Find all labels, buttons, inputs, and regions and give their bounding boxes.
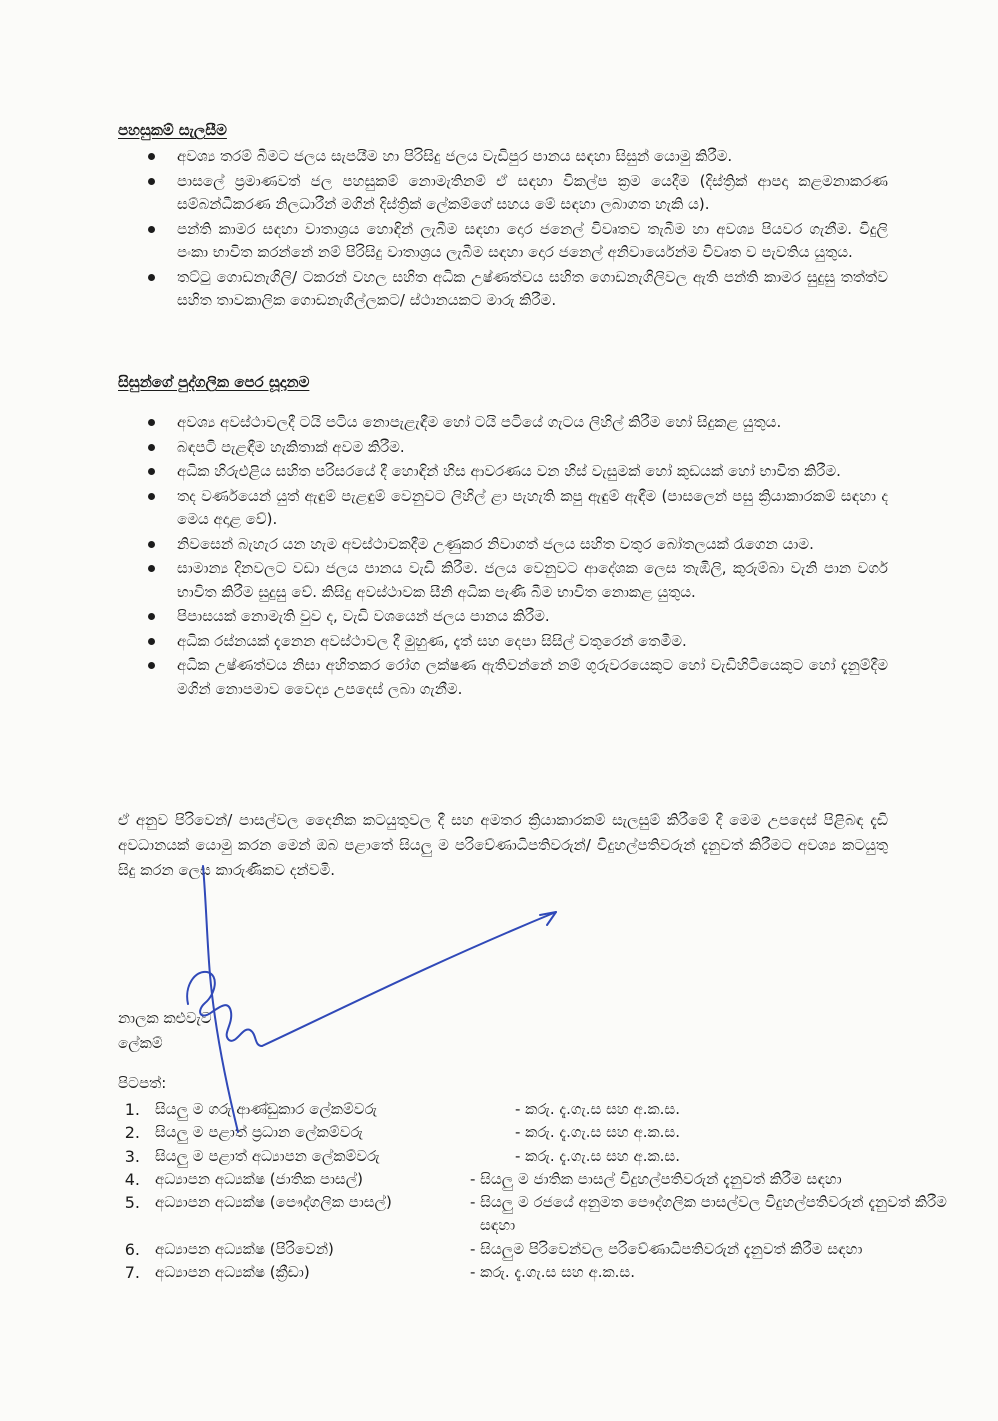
bullet-icon <box>148 226 155 233</box>
copy-row <box>118 1238 950 1261</box>
bullet-list <box>118 411 888 701</box>
signatory-block <box>118 1006 418 1060</box>
bullet-icon <box>148 274 155 281</box>
list-item <box>118 460 888 484</box>
list-item <box>118 170 888 217</box>
bullet-icon <box>148 444 155 451</box>
bullet-icon <box>148 565 155 572</box>
copy-recipient: අධ්‍යාපන අධ්‍යක්ෂ (පිරිවෙන්) <box>155 1239 334 1258</box>
list-item-text: තට්ටු ගොඩනැගිලි/ ටකරන් වහල සහිත අධික උෂ්ණත්වය සහිත ගොඩනැගිලිවල ඇති පන්ති කාමර සුදුසු තත්ත්ව සහිත තාවකාලික ගොඩනැගිල්ලකට/ ස්ථානයකට මාරු කිරීම. <box>177 267 888 309</box>
list-item-text: පිපාසයක් නොමැති වුව ද, වැඩි වශයෙන් ජලය පානය කිරීම. <box>177 607 550 625</box>
copy-number: 3. <box>124 1146 140 1166</box>
copy-recipient: අධ්‍යාපන අධ්‍යක්ෂ (ජාතික පාසල්) <box>155 1169 364 1188</box>
copy-number: 5. <box>124 1193 140 1213</box>
bullet-icon <box>148 638 155 645</box>
section-heading: පහසුකම් සැලසීම <box>118 121 227 139</box>
bullet-icon <box>148 613 155 620</box>
copy-recipient: සියලු ම පළාත් අධ්‍යාපන ලේකම්වරු <box>155 1146 380 1165</box>
copy-note: - සියලුම පිරිවෙන්වල පරිවේණාධිපතිවරුන් දැනුවත් කිරීම සඳහා <box>470 1239 863 1258</box>
copy-recipient: සියලු ම ගරු ආණ්ඩුකාර ලේකම්වරු <box>155 1100 378 1118</box>
copy-row <box>118 1191 950 1238</box>
bullet-list <box>118 145 888 313</box>
copies-heading: පිටපත්: <box>118 1074 167 1092</box>
list-item <box>118 630 888 654</box>
copy-recipient: සියලු ම පළාත් ප්‍රධාන ලේකම්වරු <box>155 1123 363 1142</box>
section-heading: සිසුන්ගේ පුද්ගලික පෙර සූදානම <box>118 373 310 391</box>
list-item-text: අධික හිරුඑළිය සහිත පරිසරයේ දී හොඳින් හිස ආවරණය වන හිස් වැසුමක් හෝ කුඩයක් හෝ භාවිත කිරීම. <box>177 462 841 480</box>
list-item <box>118 605 888 629</box>
copy-note: - කරු. දැ.ගැ.ස සහ අ.ක.ස. <box>515 1146 680 1165</box>
copy-row <box>118 1145 950 1168</box>
list-item-text: අධික උෂ්ණත්වය නිසා අහිතකර රෝග ලක්ෂණ ඇතිවන්නේ නම් ගුරුවරයෙකුට හෝ වැඩිහිටියෙකුට හෝ දැනුම්දීම මගින් නොපමාව වෛද්‍ය උපදෙස් ලබා ගැනීම. <box>177 656 888 698</box>
bullet-icon <box>148 541 155 548</box>
copies-section <box>118 1071 950 1291</box>
copy-number: 7. <box>124 1263 140 1283</box>
list-item <box>118 557 888 604</box>
list-item <box>118 654 888 701</box>
copy-number: 4. <box>124 1169 140 1189</box>
list-item-text: තද වර්ණයෙන් යුත් ඇඳුම් පැළඳුම් වෙනුවට ලිහිල් ළා පැහැති කපු ඇඳුම් ඇඳීම (පාසලෙන් පසු ක්‍රියාකාරකම් සඳහා ද මෙය අදාළ වේ). <box>177 486 888 528</box>
list-item <box>118 485 888 532</box>
bullet-icon <box>148 178 155 185</box>
list-item-text: බඳපටි පැළඳීම හැකිතාක් අවම කිරීම. <box>177 437 405 456</box>
list-item-text: අවශ්‍ය අවස්ථාවලදී ටයි පටිය නොපැළැඳීම හෝ ටයි පටියේ ගැටය ලිහිල් කිරීම හෝ සිදුකළ යුතුය. <box>177 413 782 431</box>
bullet-icon <box>148 468 155 475</box>
list-item-text: අධික රස්නයක් දැනෙන අවස්ථාවල දී මුහුණ, දෑත් සහ දෙපා සිසිල් වතුරෙන් තෙමීම. <box>177 631 687 650</box>
section-personal-preparation <box>118 370 888 800</box>
closing-paragraph: ඒ අනුව පිරිවෙන්/ පාසල්වල දෛනික කටයුතුවල දී සහ අමතර ක්‍රියාකාරකම් සැලසුම් කිරීමේ දී මෙම උපදෙස් පිළිබඳ දැඩි අවධානයක් යොමු කරන මෙන් ඔබ පළාතේ සියලු ම පරිවේණාධිපතිවරුන්/ විදුහල්පතිවරුන් දැනුවත් කිරීමට අවශ්‍ය කටයුතු සිදු කරන ලෙස කාරුණිකව දන්වමි. <box>118 811 888 879</box>
copy-note: - කරු. දැ.ගැ.ස සහ අ.ක.ස. <box>470 1263 635 1282</box>
list-item-text: නිවසෙන් බැහැර යන හැම අවස්ථාවකදීම උණුකර නිවාගත් ජලය සහිත වතුර බෝතලයක් රැගෙන යාම. <box>177 534 814 553</box>
bullet-icon <box>148 662 155 669</box>
list-item <box>118 266 888 313</box>
copy-row <box>118 1261 950 1284</box>
copy-note: - සියලු ම රජයේ අනුමත පෞද්ගලික පාසල්වල විදුහල්පතිවරුන් දැනුවත් කිරීම සඳහා <box>470 1193 947 1235</box>
copy-number: 1. <box>124 1100 140 1119</box>
signatory-title: ලේකම් <box>118 1034 163 1052</box>
copy-number: 2. <box>124 1123 140 1143</box>
signatory-name: නාලක කළුවැව <box>118 1009 212 1027</box>
list-item-text: අවශ්‍ය තරම් බීමට ජලය සැපයීම හා පිරිසිදු ජලය වැඩිපුර පානය සඳහා සිසුන් යොමු කිරීම. <box>177 147 733 165</box>
bullet-icon <box>148 153 155 160</box>
list-item-text: පාසලේ ප්‍රමාණවත් ජල පහසුකම් නොමැතිනම් ඒ සඳහා විකල්ප ක්‍රම යෙදීම (දිස්ත්‍රික් ආපදා කළමනාකරණ සම්බන්ධීකරණ නිලධාරීන් මගින් දිස්ත්‍රික් ලේකම්ගේ සහය මේ සඳහා ලබාගත හැකි ය). <box>177 171 888 213</box>
copy-row <box>118 1098 950 1121</box>
list-item-text: පන්ති කාමර සඳහා වාතාශ්‍රය හොඳින් ලැබීම සඳහා දොර ජනෙල් විවෘතව තැබීම හා අවශ්‍ය පියවර ගැනීම. විදුලි පංකා භාවිත කරන්නේ නම් පිරිසිදු වාතාශ්‍රය ලැබීම සඳහා දොර ජනෙල් අනිවාර්යෙන්ම විවෘත ව පැවතිය යුතුය. <box>177 219 888 261</box>
copy-recipient: අධ්‍යාපන අධ්‍යක්ෂ (පෞද්ගලික පාසල්) <box>155 1193 392 1212</box>
copy-note: - කරු. දැ.ගැ.ස සහ අ.ක.ස. <box>515 1123 680 1142</box>
copy-recipient: අධ්‍යාපන අධ්‍යක්ෂ (ක්‍රීඩා) <box>155 1263 310 1282</box>
copy-note: - සියලු ම ජාතික පාසල් විදුහල්පතිවරුන් දැනුවත් කිරීම සඳහා <box>470 1169 842 1188</box>
list-item <box>118 218 888 265</box>
section-facilities <box>118 118 888 368</box>
copy-row <box>118 1121 950 1144</box>
copy-note: - කරු. දැ.ගැ.ස සහ අ.ක.ස. <box>515 1100 680 1118</box>
bullet-icon <box>148 493 155 500</box>
copy-number: 6. <box>124 1239 140 1259</box>
bullet-icon <box>148 419 155 426</box>
list-item <box>118 533 888 557</box>
list-item-text: සාමාන්‍ය දිනවලට වඩා ජලය පානය වැඩි කිරීම. ජලය වෙනුවට ආදේශක ලෙස තැඹිලි, කුරුම්බා වැනි පාන වර්ග භාවිත කිරීම සුදුසු වේ. කිසිදු අවස්ථාවක සීනි අධික පැණි බීම භාවිත නොකළ යුතුය. <box>177 559 888 601</box>
list-item <box>118 145 888 169</box>
copy-row <box>118 1168 950 1191</box>
list-item <box>118 436 888 460</box>
list-item <box>118 411 888 435</box>
